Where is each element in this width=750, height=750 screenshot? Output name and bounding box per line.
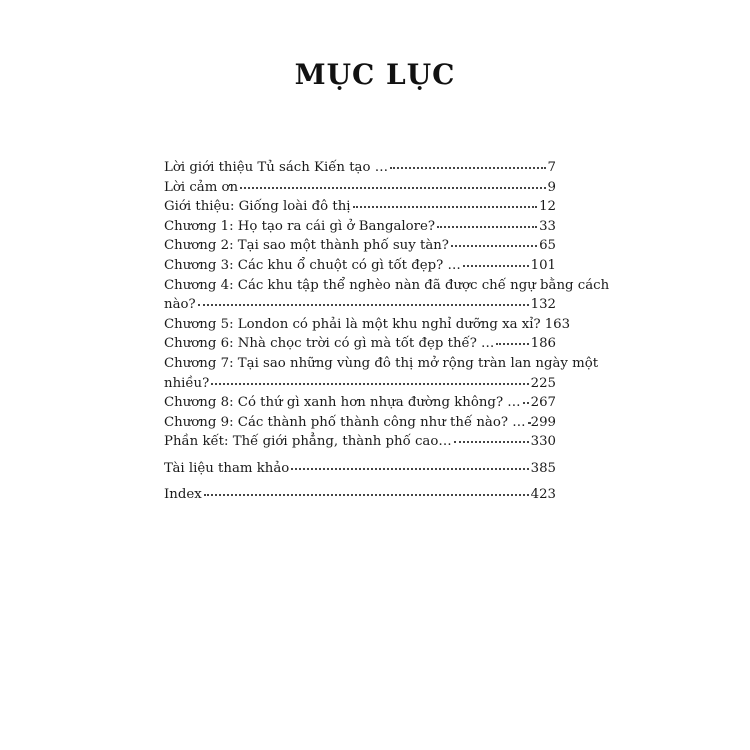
toc-entry-text: Chương 1: Họ tạo ra cái gì ở Bangalore? <box>164 218 436 234</box>
toc-entry-text: Index <box>164 486 202 502</box>
dot-leader <box>454 437 529 443</box>
toc-entry-text: Chương 8: Có thứ gì xanh hơn nhựa đường không? … <box>164 395 521 411</box>
page-title: MỤC LỤC <box>294 58 456 91</box>
toc-entry-text: Chương 2: Tại sao một thành phố suy tàn? <box>164 238 449 254</box>
dot-leader <box>523 398 529 404</box>
dot-leader <box>463 261 529 267</box>
toc-entry-page: 65 <box>539 238 556 254</box>
toc-entry-chapter-1 <box>164 217 556 237</box>
toc-entry-text: Chương 3: Các khu ổ chuột có gì tốt đẹp? … <box>164 257 461 273</box>
toc-entry-text: Phần kết: Thế giới phẳng, thành phố cao… <box>164 434 452 450</box>
dot-leader <box>291 464 528 470</box>
toc-entry-page: 299 <box>530 414 556 430</box>
toc-entry-text: Chương 6: Nhà chọc trời có gì mà tốt đẹp thế? … <box>164 336 495 352</box>
toc-entry-introduction <box>164 197 556 217</box>
toc-entry-chapter-7 <box>164 354 599 393</box>
dot-leader <box>437 222 537 228</box>
toc-entry-acknowledgements <box>164 178 556 198</box>
toc-entry-page: 33 <box>539 218 556 234</box>
toc-entry-chapter-6 <box>164 334 556 354</box>
toc-entry-page: 7 <box>547 160 556 175</box>
toc-entry-chapter-3 <box>164 256 556 276</box>
toc-entry-page: 163 <box>544 316 571 332</box>
toc-entry-text-line1: Chương 7: Tại sao những vùng đô thị mở rộng tràn lan ngày một <box>164 355 599 371</box>
toc-entry-chapter-2 <box>164 236 556 256</box>
toc-entry-page: 385 <box>530 460 556 476</box>
toc-entry-page: 132 <box>530 297 556 313</box>
dot-leader <box>451 241 537 247</box>
dot-leader <box>390 163 546 169</box>
toc-entry-text: Chương 5: London có phải là một khu nghỉ dưỡng xa xỉ? <box>164 316 541 332</box>
dot-leader <box>198 300 529 306</box>
toc-entry-page: 9 <box>547 179 556 195</box>
toc-entry-text: Chương 9: Các thành phố thành công như thế nào? … <box>164 414 526 430</box>
dot-leader <box>204 490 529 496</box>
toc-entry-references <box>164 459 556 479</box>
toc-entry-page: 267 <box>530 395 556 411</box>
toc-entry-page: 423 <box>530 486 556 502</box>
toc-entry-text: Lời giới thiệu Tủ sách Kiến tạo … <box>164 160 388 175</box>
toc-entry-index <box>164 485 556 505</box>
toc-entry-epilogue <box>164 432 556 452</box>
toc-entry-chapter-4 <box>164 276 610 315</box>
toc-entry-page: 330 <box>530 434 556 450</box>
toc-entry-text: Tài liệu tham khảo <box>164 460 290 476</box>
table-of-contents <box>164 158 610 504</box>
toc-entry-page: 225 <box>530 375 556 391</box>
toc-entry-chapter-8 <box>164 393 556 413</box>
dot-leader <box>528 418 529 424</box>
toc-entry-page: 186 <box>530 336 556 352</box>
toc-entry-intro-series <box>164 158 556 178</box>
toc-entry-page: 12 <box>539 199 556 215</box>
toc-entry-text: Giới thiệu: Giống loài đô thị <box>164 199 351 215</box>
dot-leader <box>240 183 545 189</box>
toc-entry-chapter-5 <box>164 315 571 335</box>
toc-entry-text: nhiều? <box>164 375 210 391</box>
toc-entry-text-line1: Chương 4: Các khu tập thể nghèo nàn đã được chế ngự bằng cách <box>164 277 610 293</box>
toc-entry-page: 101 <box>530 257 556 273</box>
dot-leader <box>353 202 538 208</box>
toc-entry-text: Lời cảm ơn <box>164 179 239 195</box>
dot-leader <box>496 339 528 345</box>
toc-entry-text: nào? <box>164 297 196 313</box>
toc-entry-chapter-9 <box>164 413 556 433</box>
dot-leader <box>211 379 528 385</box>
